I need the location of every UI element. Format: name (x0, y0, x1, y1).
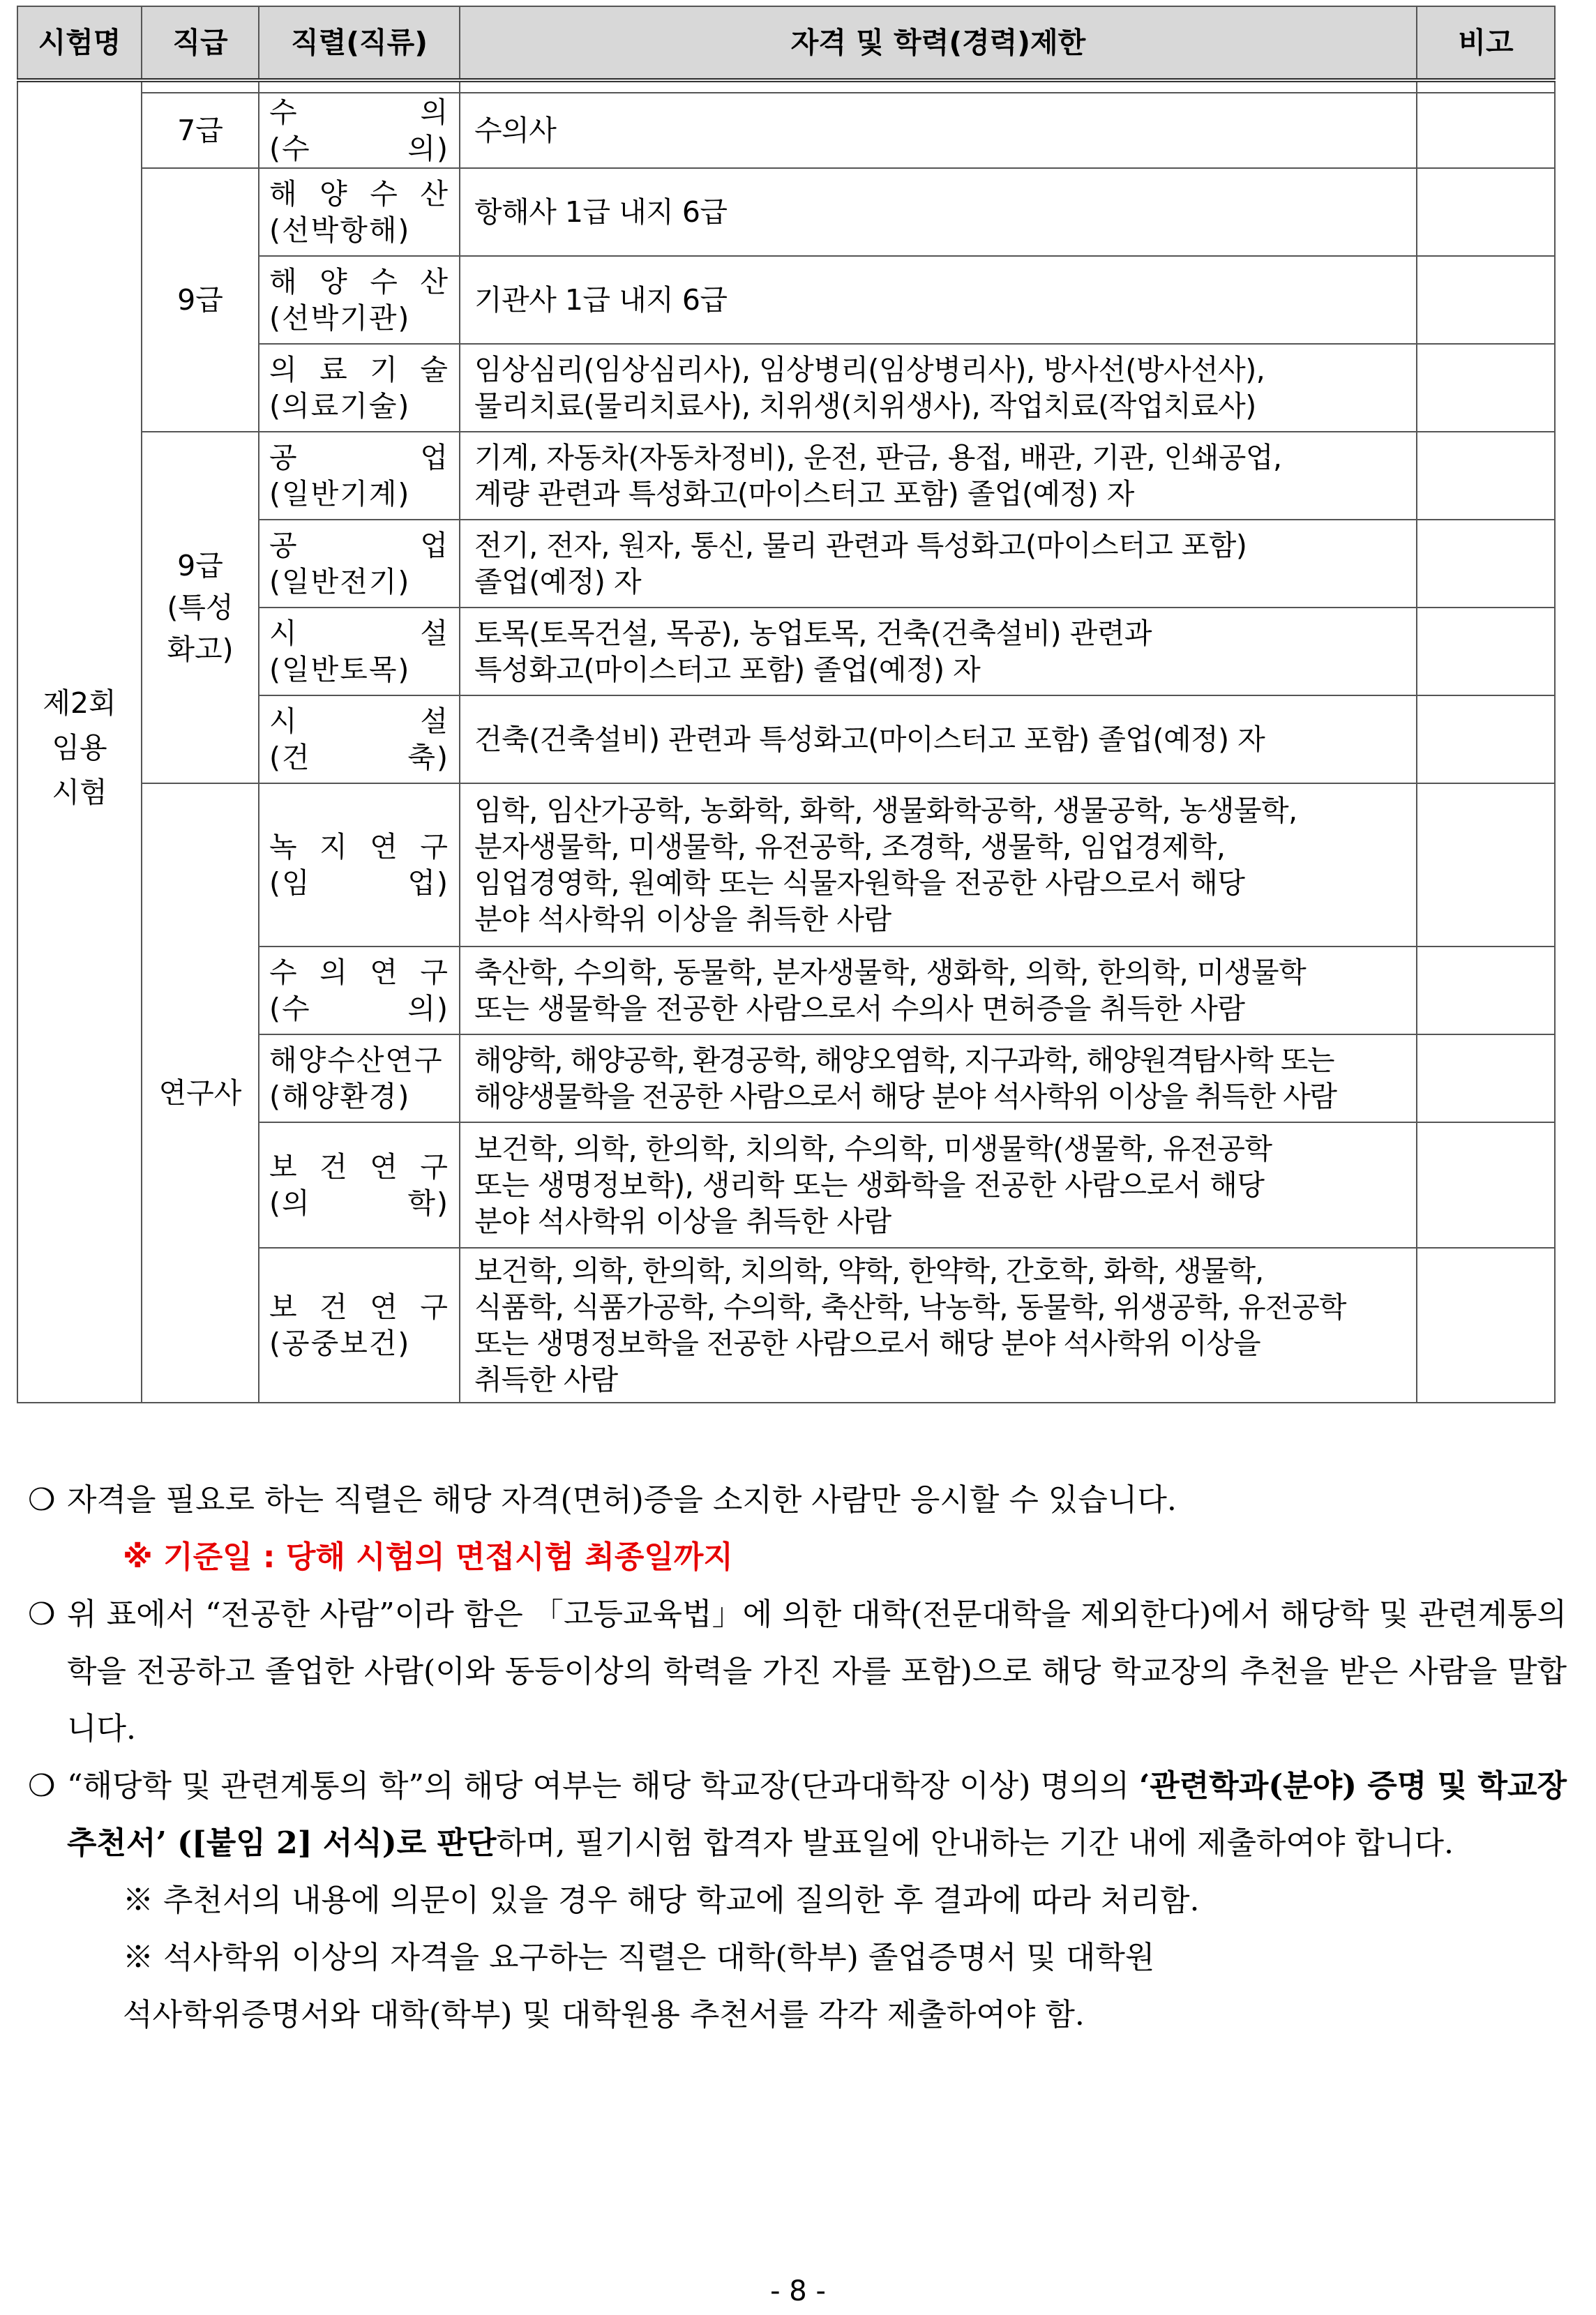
note-item (28, 1586, 1567, 1758)
note-text: “해당학 및 관련계통의 학”의 해당 여부는 해당 학교장(단과대학장 이상) 명의의 (67, 1768, 1129, 1804)
note-sub: ※ 석사학위 이상의 자격을 요구하는 직렬은 대학(학부) 졸업증명서 및 대학원 석사학위증명서와 대학(학부) 및 대학원용 추천서를 각각 제출하여야 함. (123, 1940, 1155, 2033)
note-item (28, 1472, 1567, 1529)
grade-cell: 9급 (142, 168, 259, 432)
note-cell (1417, 783, 1555, 947)
table-row (17, 168, 1555, 256)
job-cell: 시 설 (일반토목) (259, 608, 460, 695)
bullet-icon: ❍ (28, 1482, 56, 1518)
job-cell: 해 양 수 산 (선박항해) (259, 168, 460, 256)
note-cell (1417, 1034, 1555, 1122)
note-cell (1417, 520, 1555, 608)
grade-cell: 9급 (특성 화고) (142, 432, 259, 783)
job-cell: 보 건 연 구 (의 학) (259, 1122, 460, 1248)
note-cell (1417, 256, 1555, 344)
header-note: 비고 (1417, 6, 1555, 80)
table-header-row (17, 6, 1555, 80)
exam-name-cell: 제2회 임용 시험 (17, 93, 142, 1403)
note-text: 위 표에서 “전공한 사람”이라 함은 「고등교육법」에 의한 대학(전문대학을 제외한다)에서 해당학 및 관련계통의 학을 전공하고 졸업한 사람(이와 동등이상의 학력을 가진 자를 포함)으로 해당 학교장의 추천을 받은 사람을 말합니다. (67, 1597, 1567, 1747)
job-cell: 수 의 (수 의) (259, 93, 460, 168)
note-cell (1417, 947, 1555, 1034)
note-cell (1417, 168, 1555, 256)
job-cell: 해 양 수 산 (선박기관) (259, 256, 460, 344)
note-cell (1417, 1122, 1555, 1248)
header-exam: 시험명 (17, 6, 142, 80)
header-job: 직렬(직류) (259, 6, 460, 80)
grade-cell: 연구사 (142, 783, 259, 1403)
qualification-cell: 건축(건축설비) 관련과 특성화고(마이스터고 포함) 졸업(예정) 자 (460, 695, 1417, 783)
note-cell (1417, 93, 1555, 168)
header-grade: 직급 (142, 6, 259, 80)
qualification-cell: 기계, 자동차(자동차정비), 운전, 판금, 용접, 배관, 기관, 인쇄공업, 계량 관련과 특성화고(마이스터고 포함) 졸업(예정) 자 (460, 432, 1417, 520)
qualification-table (17, 6, 1556, 1403)
job-cell: 해양수산연구 (해양환경) (259, 1034, 460, 1122)
notes-section (28, 1472, 1567, 2044)
qualification-cell: 토목(토목건설, 목공), 농업토목, 건축(건축설비) 관련과 특성화고(마이스터고 포함) 졸업(예정) 자 (460, 608, 1417, 695)
note-cell (1417, 608, 1555, 695)
qualification-cell: 보건학, 의학, 한의학, 치의학, 수의학, 미생물학(생물학, 유전공학 또는 생명정보학), 생리학 또는 생화학을 전공한 사람으로서 해당 분야 석사학위 이상을 취득한 사람 (460, 1122, 1417, 1248)
job-cell: 공 업 (일반전기) (259, 520, 460, 608)
job-cell: 수 의 연 구 (수 의) (259, 947, 460, 1034)
qualification-cell: 임상심리(임상심리사), 임상병리(임상병리사), 방사선(방사선사), 물리치료(물리치료사), 치위생(치위생사), 작업치료(작업치료사) (460, 344, 1417, 432)
job-cell: 녹 지 연 구 (임 업) (259, 783, 460, 947)
qualification-cell: 해양학, 해양공학, 환경공학, 해양오염학, 지구과학, 해양원격탐사학 또는 해양생물학을 전공한 사람으로서 해당 분야 석사학위 이상을 취득한 사람 (460, 1034, 1417, 1122)
qualification-cell: 기관사 1급 내지 6급 (460, 256, 1417, 344)
job-cell: 공 업 (일반기계) (259, 432, 460, 520)
note-cell (1417, 432, 1555, 520)
note-sub: ※ 추천서의 내용에 의문이 있을 경우 해당 학교에 질의한 후 결과에 따라 처리함. (123, 1883, 1200, 1918)
qualification-cell: 수의사 (460, 93, 1417, 168)
table-row (17, 783, 1555, 947)
table-row (17, 432, 1555, 520)
bullet-icon: ❍ (28, 1768, 56, 1804)
header-qualification: 자격 및 학력(경력)제한 (460, 6, 1417, 80)
note-sub (67, 1529, 1567, 1586)
job-cell: 보 건 연 구 (공중보건) (259, 1248, 460, 1403)
note-text: 하며, 필기시험 합격자 발표일에 안내하는 기간 내에 제출하여야 합니다. (496, 1825, 1454, 1861)
table-spacer-row (17, 80, 1555, 93)
note-item (28, 1758, 1567, 1872)
note-text: 자격을 필요로 하는 직렬은 해당 자격(면허)증을 소지한 사람만 응시할 수 있습니다. (67, 1482, 1177, 1518)
job-cell: 의 료 기 술 (의료기술) (259, 344, 460, 432)
bullet-icon: ❍ (28, 1597, 56, 1632)
grade-cell: 7급 (142, 93, 259, 168)
note-cell (1417, 695, 1555, 783)
table-row (17, 93, 1555, 168)
qualification-cell: 보건학, 의학, 한의학, 치의학, 약학, 한약학, 간호학, 화학, 생물학, 식품학, 식품가공학, 수의학, 축산학, 낙농학, 동물학, 위생공학, 유전공학 또는 생명정보학을 전공한 사람으로서 해당 분야 석사학위 이상을 취득한 사람 (460, 1248, 1417, 1403)
qualification-cell: 축산학, 수의학, 동물학, 분자생물학, 생화학, 의학, 한의학, 미생물학 또는 생물학을 전공한 사람으로서 수의사 면허증을 취득한 사람 (460, 947, 1417, 1034)
deadline-note: ※ 기준일 : 당해 시험의 면접시험 최종일까지 (123, 1539, 733, 1575)
page-number: - 8 - (770, 2275, 826, 2307)
qualification-cell: 항해사 1급 내지 6급 (460, 168, 1417, 256)
note-cell (1417, 1248, 1555, 1403)
note-bold-text: ‘관련학과(분야) 증명 및 학교장 추천서’ ([붙임 2] 서식)로 판단 (67, 1768, 1567, 1861)
qualification-cell: 전기, 전자, 원자, 통신, 물리 관련과 특성화고(마이스터고 포함) 졸업(예정) 자 (460, 520, 1417, 608)
job-cell: 시 설 (건 축) (259, 695, 460, 783)
note-cell (1417, 344, 1555, 432)
qualification-cell: 임학, 임산가공학, 농화학, 화학, 생물화학공학, 생물공학, 농생물학, 분자생물학, 미생물학, 유전공학, 조경학, 생물학, 임업경제학, 임업경영학, 원예학 또는 식물자원학을 전공한 사람으로서 해당 분야 석사학위 이상을 취득한 사람 (460, 783, 1417, 947)
